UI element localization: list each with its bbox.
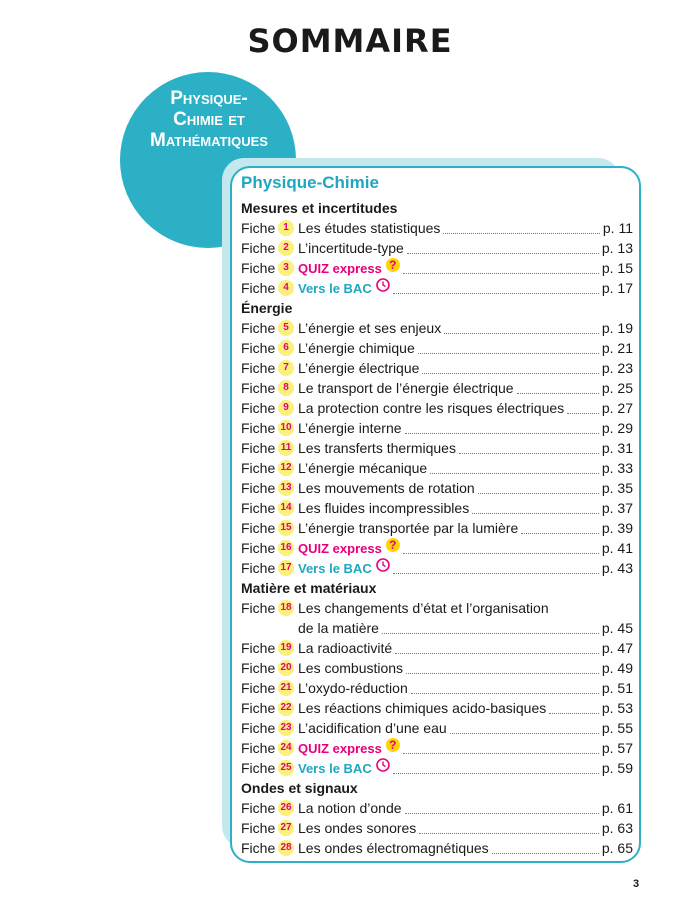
toc-entry[interactable] [241,338,633,358]
entry-title: QUIZ express [298,540,382,556]
entry-page: p. 59 [601,760,633,776]
fiche-word: Fiche [241,420,276,436]
toc-entry[interactable] [241,798,633,818]
entry-title: L’énergie et ses enjeux [298,320,442,336]
fiche-number-badge: 6 [278,340,294,356]
fiche-number-badge: 25 [278,760,294,776]
category-heading: Énergie [241,300,293,316]
entry-page: p. 61 [601,800,633,816]
fiche-word: Fiche [241,500,276,516]
entry-page: p. 23 [601,360,633,376]
fiche-number-badge: 26 [278,800,294,816]
toc-entry-line-2 [241,618,633,638]
fiche-number-badge: 8 [278,380,294,396]
fiche-word: Fiche [241,320,276,336]
toc-entry[interactable] [241,738,633,758]
entry-title: Les ondes électromagnétiques [298,840,489,856]
entry-title: L’énergie interne [298,420,402,436]
entry-title: La notion d’onde [298,800,402,816]
question-icon: ? [386,538,400,552]
toc-entry[interactable] [241,218,633,238]
fiche-word: Fiche [241,440,276,456]
clock-icon [376,758,390,772]
entry-title: Les réactions chimiques acido-basiques [298,700,547,716]
entry-title: Vers le BAC [298,760,372,776]
entry-title: L’énergie chimique [298,340,415,356]
page-title: SOMMAIRE [247,22,453,60]
fiche-number-badge: 3 [278,260,294,276]
entry-page: p. 49 [601,660,633,676]
entry-page: p. 17 [601,280,633,296]
toc-entry[interactable] [241,638,633,658]
fiche-word: Fiche [241,560,276,576]
fiche-word: Fiche [241,600,276,616]
entry-page: p. 21 [601,340,633,356]
dot-leader [418,352,599,354]
fiche-word: Fiche [241,220,276,236]
dot-leader [403,272,599,274]
subject-badge-label [129,88,289,151]
dot-leader [393,772,599,774]
toc-entry[interactable] [241,758,633,778]
fiche-number-badge: 7 [278,360,294,376]
entry-title: L’énergie transportée par la lumière [298,520,519,536]
fiche-word: Fiche [241,340,276,356]
dot-leader [411,692,599,694]
fiche-number-badge: 21 [278,680,294,696]
dot-leader [407,252,599,254]
fiche-word: Fiche [241,240,276,256]
entry-title: Les mouvements de rotation [298,480,475,496]
dot-leader [422,372,598,374]
entry-page: p. 39 [601,520,633,536]
entry-title: QUIZ express [298,740,382,756]
entry-title: Les transferts thermiques [298,440,456,456]
toc-entry[interactable] [241,318,633,338]
entry-page: p. 55 [601,720,633,736]
toc-entry[interactable] [241,698,633,718]
category-heading: Matière et matériaux [241,580,377,596]
fiche-number-badge: 20 [278,660,294,676]
entry-page: p. 27 [601,400,633,416]
dot-leader [478,492,599,494]
fiche-number-badge: 15 [278,520,294,536]
entry-page: p. 31 [601,440,633,456]
fiche-word: Fiche [241,660,276,676]
dot-leader [492,852,599,854]
entry-title: L’énergie mécanique [298,460,428,476]
toc-entry[interactable] [241,258,633,278]
entry-title: L’énergie électrique [298,360,420,376]
entry-page: p. 15 [601,260,633,276]
toc-entry[interactable] [241,458,633,478]
entry-title: Vers le BAC [298,280,372,296]
entry-title: L’acidification d’une eau [298,720,447,736]
entry-page: p. 51 [601,680,633,696]
fiche-number-badge: 27 [278,820,294,836]
fiche-number-badge: 5 [278,320,294,336]
dot-leader [395,652,599,654]
dot-leader [567,412,599,414]
toc-entry[interactable] [241,398,633,418]
entry-page: p. 11 [602,220,633,236]
entry-title: Les changements d’état et l’organisation [298,600,549,616]
fiche-word: Fiche [241,400,276,416]
entry-page: p. 25 [601,380,633,396]
dot-leader [443,232,599,234]
section-title: Physique-Chimie [241,173,379,192]
fiche-word: Fiche [241,520,276,536]
category-heading: Mesures et incertitudes [241,200,398,216]
fiche-number-badge: 14 [278,500,294,516]
badge-line-3: Mathématiques [150,130,268,151]
entry-title: La radioactivité [298,640,393,656]
fiche-number-badge: 22 [278,700,294,716]
entry-title: Les fluides incompressibles [298,500,470,516]
dot-leader [393,572,599,574]
toc-entry[interactable] [241,718,633,738]
badge-line-2: Chimie et [173,109,245,130]
toc-entry[interactable] [241,438,633,458]
entry-page: p. 53 [601,700,633,716]
dot-leader [472,512,599,514]
dot-leader [393,292,599,294]
dot-leader [521,532,599,534]
toc-entry[interactable] [241,498,633,518]
fiche-word: Fiche [241,280,276,296]
toc-entry[interactable] [241,658,633,678]
fiche-word: Fiche [241,760,276,776]
entry-page: p. 37 [601,500,633,516]
category-heading: Ondes et signaux [241,780,358,796]
fiche-word: Fiche [241,480,276,496]
fiche-number-badge: 4 [278,280,294,296]
entry-page: p. 43 [601,560,633,576]
entry-title: L’incertitude-type [298,240,404,256]
entry-title-continued: de la matière [298,620,379,636]
toc-entry[interactable] [241,358,633,378]
entry-page: p. 45 [601,620,633,636]
fiche-number-badge: 19 [278,640,294,656]
dot-leader [444,332,599,334]
entry-title: L’oxydo-réduction [298,680,408,696]
question-icon: ? [386,258,400,272]
fiche-number-badge: 16 [278,540,294,556]
toc-entry[interactable] [241,538,633,558]
entry-title: Le transport de l’énergie électrique [298,380,514,396]
dot-leader [419,832,599,834]
entry-page: p. 29 [601,420,633,436]
entry-title: La protection contre les risques électriques [298,400,565,416]
entry-page: p. 47 [601,640,633,656]
entry-page: p. 35 [601,480,633,496]
entry-title: QUIZ express [298,260,382,276]
entry-page: p. 57 [601,740,633,756]
fiche-word: Fiche [241,700,276,716]
dot-leader [403,552,599,554]
question-icon: ? [386,738,400,752]
toc-entry[interactable] [241,838,633,858]
toc-entry[interactable] [241,598,633,638]
dot-leader [517,392,599,394]
fiche-word: Fiche [241,360,276,376]
toc-entry[interactable] [241,418,633,438]
badge-line-1: Physique- [170,88,248,109]
entry-page: p. 65 [601,840,633,856]
entry-title: Vers le BAC [298,560,372,576]
entry-page: p. 63 [601,820,633,836]
fiche-word: Fiche [241,640,276,656]
entry-title: Les études statistiques [298,220,441,236]
entry-title: Les combustions [298,660,404,676]
entry-title: Les ondes sonores [298,820,417,836]
toc-entry[interactable] [241,478,633,498]
fiche-word: Fiche [241,840,276,856]
fiche-word: Fiche [241,820,276,836]
fiche-word: Fiche [241,800,276,816]
toc-list [241,198,633,858]
fiche-word: Fiche [241,260,276,276]
fiche-number-badge: 2 [278,240,294,256]
dot-leader [406,672,599,674]
toc-entry[interactable] [241,278,633,298]
dot-leader [403,752,599,754]
clock-icon [376,558,390,572]
page-number: 3 [633,878,640,890]
fiche-word: Fiche [241,380,276,396]
toc-entry[interactable] [241,238,633,258]
entry-page: p. 33 [601,460,633,476]
dot-leader [450,732,599,734]
dot-leader [549,712,599,714]
dot-leader [459,452,599,454]
toc-entry[interactable] [241,678,633,698]
clock-icon [376,278,390,292]
fiche-word: Fiche [241,460,276,476]
fiche-number-badge: 1 [278,220,294,236]
fiche-number-badge: 24 [278,740,294,756]
entry-page: p. 13 [601,240,633,256]
toc-entry[interactable] [241,818,633,838]
fiche-number-badge: 23 [278,720,294,736]
dot-leader [405,812,599,814]
fiche-number-badge: 9 [278,400,294,416]
entry-page: p. 19 [601,320,633,336]
toc-entry-line-1 [241,598,633,618]
fiche-word: Fiche [241,720,276,736]
dot-leader [430,472,599,474]
fiche-word: Fiche [241,680,276,696]
toc-entry[interactable] [241,518,633,538]
fiche-number-badge: 28 [278,840,294,856]
fiche-number-badge: 10 [278,420,294,436]
toc-entry[interactable] [241,558,633,578]
fiche-number-badge: 17 [278,560,294,576]
fiche-word: Fiche [241,740,276,756]
fiche-word: Fiche [241,540,276,556]
toc-entry[interactable] [241,378,633,398]
fiche-number-badge: 11 [278,440,294,456]
fiche-number-badge: 13 [278,480,294,496]
dot-leader [405,432,599,434]
fiche-number-badge: 18 [278,600,294,616]
entry-page: p. 41 [601,540,633,556]
fiche-number-badge: 12 [278,460,294,476]
toc-content [241,172,633,858]
dot-leader [382,632,599,634]
